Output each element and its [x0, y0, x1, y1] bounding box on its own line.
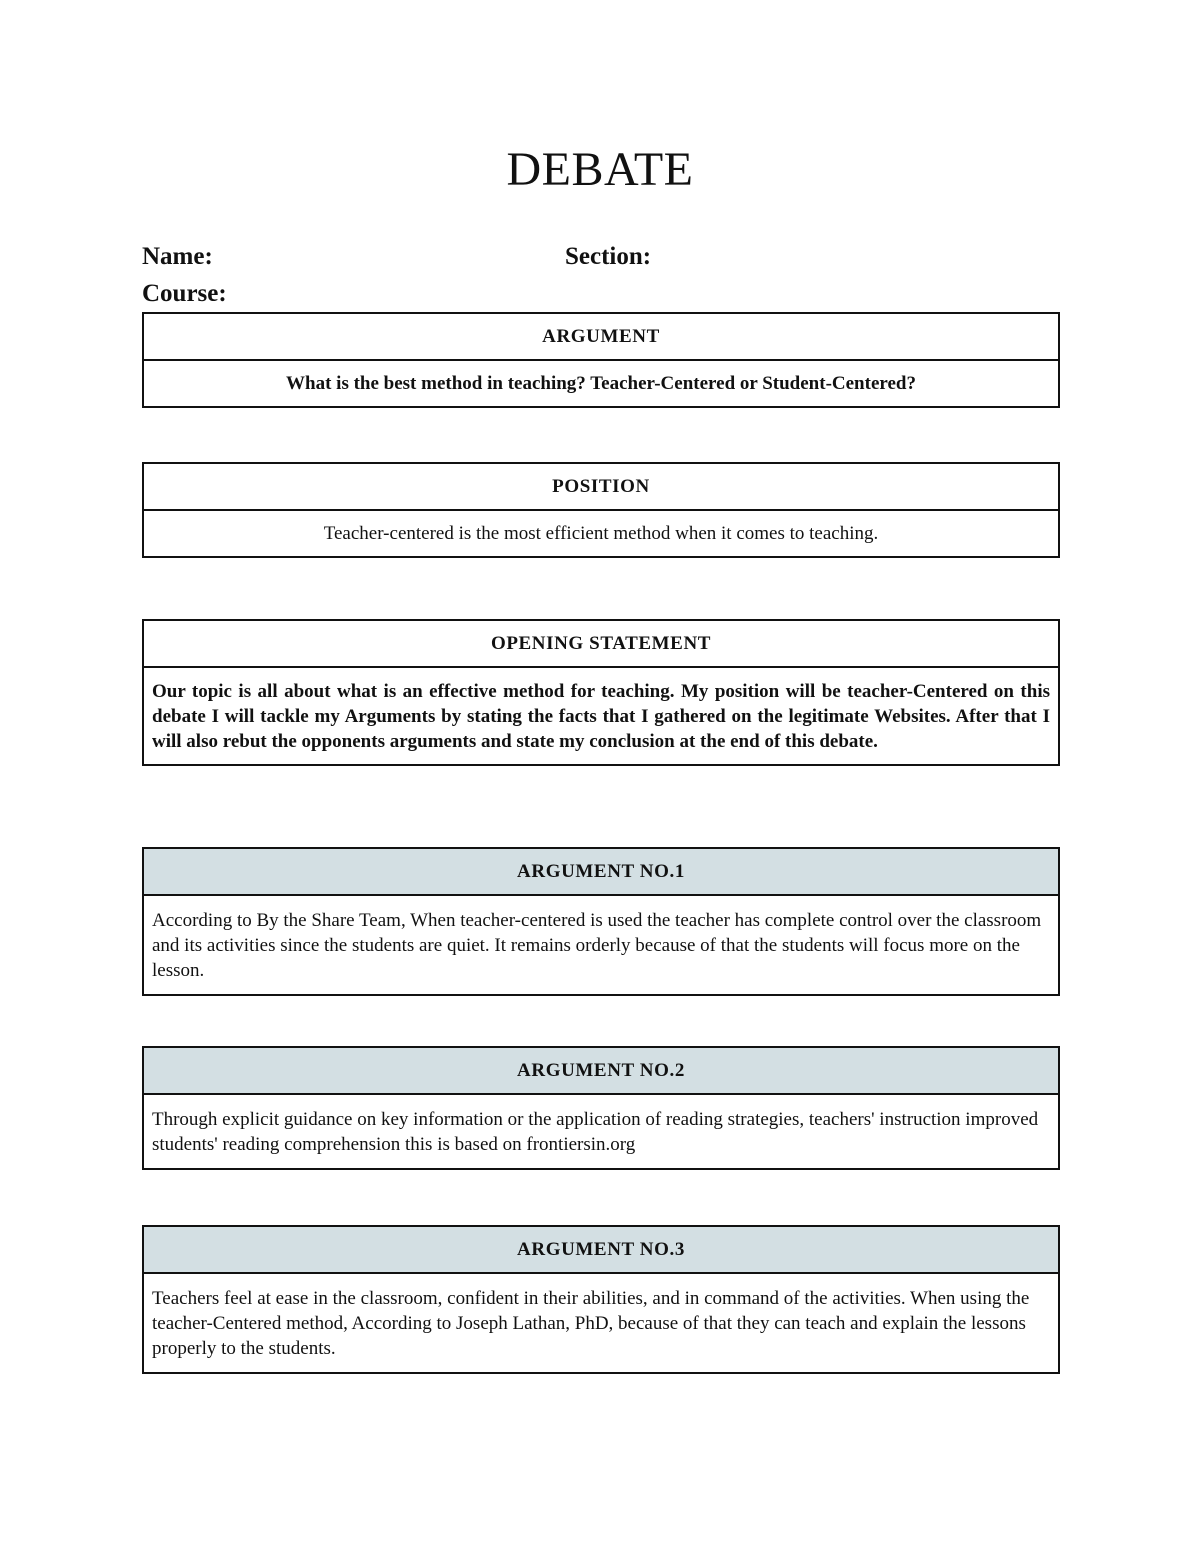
- argument-3-text: Teachers feel at ease in the classroom, confident in their abilities, and in command of the activities. When using the teacher-Centered method, According to Joseph Lathan, PhD, because of that they can teach and explain the lessons properly to the students.: [152, 1288, 1030, 1359]
- argument-3-heading: ARGUMENT NO.3: [144, 1227, 1058, 1274]
- position-heading: POSITION: [144, 464, 1058, 511]
- section-label: Section:: [565, 243, 652, 270]
- opening-statement-heading: OPENING STATEMENT: [144, 621, 1058, 668]
- position-text: Teacher-centered is the most efficient method when it comes to teaching.: [323, 523, 879, 544]
- opening-statement-text: Our topic is all about what is an effective method for teaching. My position will be teacher-Centered on this debate I will tackle my Arguments by stating the facts that I gathered on the legitimate Websites. After that I will also rebut the opponents arguments and state my conclusion at the end of this debate.: [152, 681, 1050, 752]
- argument-2-heading: ARGUMENT NO.2: [144, 1048, 1058, 1095]
- opening-statement-box: [142, 619, 1060, 766]
- course-label: Course:: [142, 280, 227, 307]
- position-box: [142, 462, 1060, 558]
- argument-2-box: [142, 1046, 1060, 1170]
- argument-3-box: [142, 1225, 1060, 1374]
- argument-2-text: Through explicit guidance on key information or the application of reading strategies, teachers' instruction improved students' reading comprehension this is based on frontiersin.org: [152, 1109, 1039, 1155]
- name-label: Name:: [142, 243, 213, 270]
- page-title: DEBATE: [506, 143, 694, 196]
- argument-heading: ARGUMENT: [144, 314, 1058, 361]
- argument-1-text: According to By the Share Team, When teacher-centered is used the teacher has complete control over the classroom and its activities since the students are quiet. It remains orderly because of that the students will focus more on the lesson.: [152, 910, 1042, 981]
- argument-1-heading: ARGUMENT NO.1: [144, 849, 1058, 896]
- argument-1-box: [142, 847, 1060, 996]
- argument-text: What is the best method in teaching? Teacher-Centered or Student-Centered?: [286, 373, 916, 394]
- argument-box: [142, 312, 1060, 408]
